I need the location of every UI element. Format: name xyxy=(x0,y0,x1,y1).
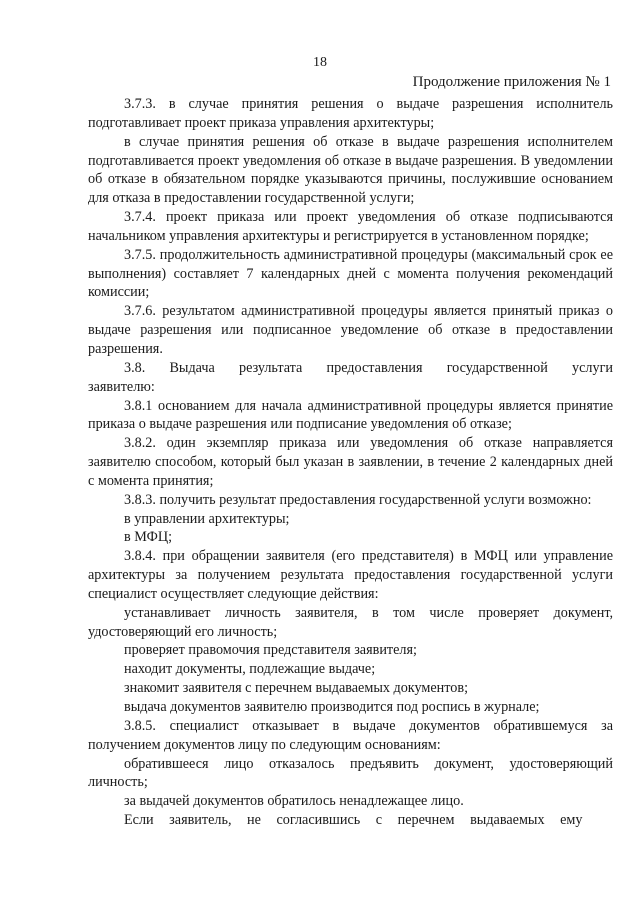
paragraph-3-7-5: 3.7.5. продолжительность административной процедуры (максимальный срок ее выполнения) составляет 7 календарных дней с момента получения рекомендаций комиссии; xyxy=(88,246,613,301)
paragraph-improper-person: за выдачей документов обратилось ненадлежащее лицо. xyxy=(124,793,464,810)
paragraph-refused-id: обратившееся лицо отказалось предъявить документ, удостоверяющий личность; xyxy=(88,755,613,791)
paragraph-option-mfc: в МФЦ; xyxy=(124,529,173,546)
paragraph-document-list: знакомит заявителя с перечнем выдаваемых документов; xyxy=(124,680,469,697)
paragraph-if-applicant: Если заявитель, не согласившись с перечнем выдаваемых ему xyxy=(124,812,583,829)
paragraph-3-8-1: 3.8.1 основанием для начала административной процедуры является принятие приказа о выдаче разрешения или подписание уведомления об отказе; xyxy=(88,397,613,433)
paragraph-3-8-3: 3.8.3. получить результат предоставления государственной услуги возможно: xyxy=(124,491,592,508)
page-number: 18 xyxy=(313,55,327,70)
paragraph-3-8-2: 3.8.2. один экземпляр приказа или уведомления об отказе направляется заявителю способом, который был указан в заявлении, в течение 2 календарных дней с момента принятия; xyxy=(88,435,613,489)
paragraph-identity-check: устанавливает личность заявителя, в том числе проверяет документ, удостоверяющий его личность; xyxy=(88,604,613,640)
paragraph-3-7-3: 3.7.3. в случае принятия решения о выдаче разрешения исполнитель подготавливает проект приказа управления архитектуры; xyxy=(88,96,613,131)
appendix-note: Продолжение приложения № 1 xyxy=(412,74,611,90)
document-body xyxy=(88,95,613,830)
paragraph-find-documents: находит документы, подлежащие выдаче; xyxy=(124,661,376,678)
paragraph-authority-check: проверяет правомочия представителя заявителя; xyxy=(124,642,417,659)
paragraph-3-8-5: 3.8.5. специалист отказывает в выдаче документов обратившемуся за получением документов лицу по следующим основаниям: xyxy=(88,717,613,753)
paragraph-refusal-notice: в случае принятия решения об отказе в выдаче разрешения исполнителем подготавливается проект уведомления об отказе в выдаче разрешения. В уведомлении об отказе в обязательном порядке указываются причины, послужившие основанием для отказа в предоставлении государственной услуги; xyxy=(88,133,613,207)
paragraph-signature-journal: выдача документов заявителю производится под роспись в журнале; xyxy=(124,699,540,715)
paragraph-3-7-6: 3.7.6. результатом административной процедуры является принятый приказ о выдаче разрешения или подписанное уведомление об отказе в предоставлении разрешения. xyxy=(88,303,613,357)
paragraph-3-7-4: 3.7.4. проект приказа или проект уведомления об отказе подписываются начальником управления архитектуры и регистрируется в установленном порядке; xyxy=(88,209,613,244)
paragraph-3-8-heading: 3.8. Выдача результата предоставления государственной услуги заявителю: xyxy=(88,359,613,395)
paragraph-option-architecture: в управлении архитектуры; xyxy=(124,510,290,527)
paragraph-3-8-4: 3.8.4. при обращении заявителя (его представителя) в МФЦ или управление архитектуры за получением результата предоставления государственной услуги специалист осуществляет следующие действия: xyxy=(88,548,613,602)
